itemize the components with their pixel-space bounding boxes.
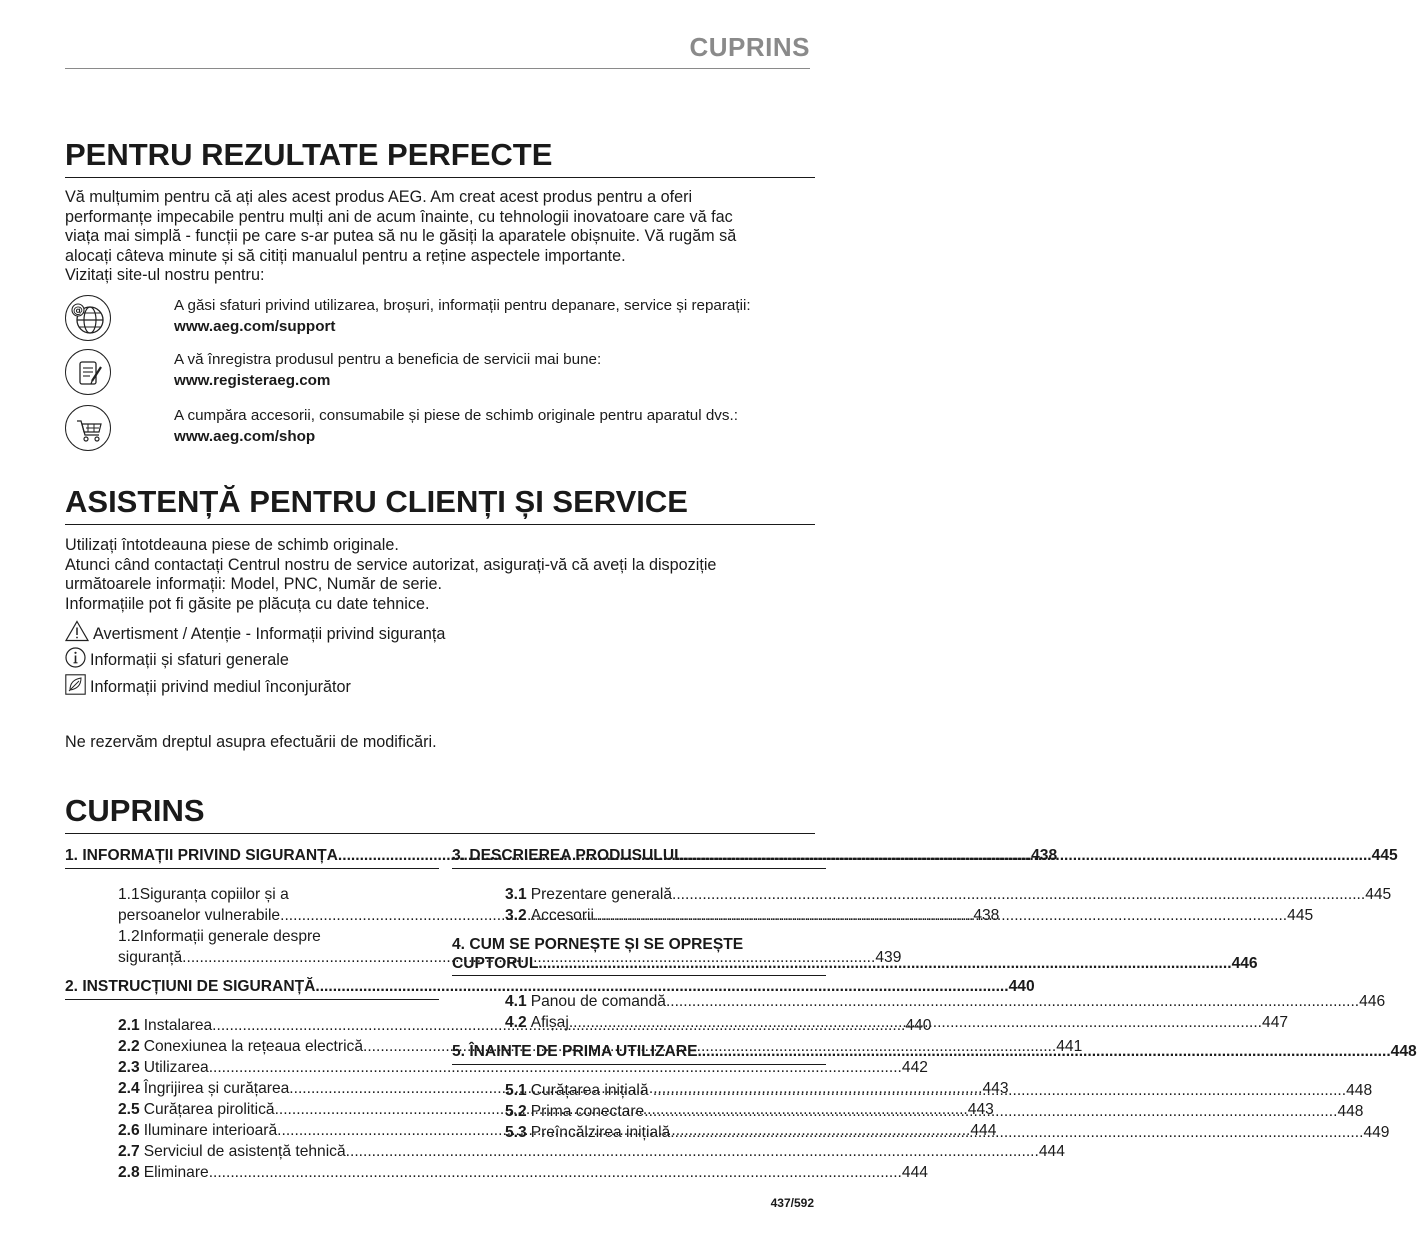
- intro-line: Vizitați site-ul nostru pentru:: [65, 266, 265, 285]
- toc-leader: [697, 1041, 1390, 1062]
- service-line: Utilizați întotdeauna piese de schimb originale.: [65, 536, 399, 554]
- intro-paragraph: [65, 188, 825, 286]
- toc-page: 446: [1231, 955, 1258, 972]
- legend-environment: [65, 674, 351, 700]
- toc-item-page: 445: [1287, 907, 1314, 924]
- toc-item-title: Conexiunea la rețeaua electrică: [143, 1038, 364, 1055]
- service-paragraph: [65, 536, 825, 614]
- toc-item[interactable]: [118, 1141, 1065, 1162]
- toc-item-title-cont: siguranță: [118, 949, 183, 966]
- toc-section-2[interactable]: [65, 976, 1035, 1000]
- toc-item-page: 444: [1038, 1143, 1065, 1160]
- toc-item-page: 443: [967, 1101, 994, 1118]
- service-heading: ASISTENȚĂ PENTRU CLIENȚI ȘI SERVICE: [65, 484, 815, 525]
- toc-item-title: Siguranța copiilor și a: [139, 886, 289, 903]
- toc-item-number: 2.7: [118, 1143, 140, 1160]
- globe-support-icon: [65, 295, 111, 341]
- toc-item-page: 442: [901, 1059, 928, 1076]
- toc-item-page: 449: [1363, 1124, 1390, 1141]
- warning-triangle-icon: [65, 620, 89, 647]
- toc-item-number: 2.2: [118, 1038, 140, 1055]
- toc-item-page: 438: [973, 907, 1000, 924]
- toc-item-number: 3.1: [505, 886, 527, 903]
- toc-item-title: Curățarea pirolitică: [143, 1101, 275, 1118]
- register-link[interactable]: www.registeraeg.com: [174, 372, 331, 389]
- toc-item-title-cont: persoanelor vulnerabile: [118, 907, 281, 924]
- toc-item[interactable]: [505, 884, 1392, 905]
- toc-item-title: Accesorii: [530, 907, 594, 924]
- register-link-row: [65, 349, 825, 401]
- toc-item-page: 445: [1365, 886, 1392, 903]
- toc-item-title: Iluminare interioară: [143, 1122, 278, 1139]
- register-link-description: A vă înregistra produsul pentru a beneficia de servicii mai bune:: [174, 351, 602, 368]
- toc-page: 445: [1371, 847, 1398, 864]
- toc-item-number: 3.2: [505, 907, 527, 924]
- intro-line: viața mai simplă - funcții pe care s-ar putea să nu le găsiți la aparatele obișnuite. Vă rugăm să: [65, 227, 737, 246]
- toc-item-title: Utilizarea: [143, 1059, 209, 1076]
- toc-page: 438: [1031, 847, 1058, 864]
- toc-item-page: 440: [905, 1017, 932, 1034]
- toc-item-page: 448: [1346, 1082, 1373, 1099]
- reservation-note: Ne rezervăm dreptul asupra efectuării de modificări.: [65, 733, 437, 751]
- toc-section-title: 5. ÎNAINTE DE PRIMA UTILIZARE: [452, 1043, 698, 1060]
- header-title: CUPRINS: [689, 32, 810, 62]
- support-link-description: A găsi sfaturi privind utilizarea, broșuri, informații pentru depanare, service și reparații:: [174, 297, 751, 314]
- toc-item-title: Eliminare: [143, 1164, 209, 1181]
- toc-item-page: 443: [982, 1080, 1009, 1097]
- page-header: [65, 30, 810, 69]
- toc-item-title: Afișaj: [530, 1014, 569, 1031]
- service-line: următoarele informații: Model, PNC, Număr de serie.: [65, 575, 442, 594]
- legend-environment-text: Informații privind mediul înconjurător: [90, 678, 351, 696]
- support-link[interactable]: www.aeg.com/support: [174, 318, 336, 335]
- toc-item-title: Instalarea: [143, 1017, 213, 1034]
- toc-section-title: 3. DESCRIEREA PRODUSULUI: [452, 847, 679, 864]
- toc-item-number: 2.3: [118, 1059, 140, 1076]
- registration-form-icon: [65, 349, 111, 395]
- support-link-row: [65, 295, 825, 347]
- toc-section-title: 4. CUM SE PORNEȘTE ȘI SE OPREȘTE: [452, 936, 744, 953]
- intro-line: alocați câteva minute și să citiți manualul pentru a reține aspectele importante.: [65, 246, 626, 265]
- service-line: Atunci când contactați Centrul nostru de service autorizat, asigurați-vă că aveți la dispoziție: [65, 555, 717, 574]
- toc-item-number: 4.1: [505, 993, 527, 1010]
- toc-item-title: Prezentare generală: [530, 886, 672, 903]
- toc-section-title: 2. INSTRUCȚIUNI DE SIGURANȚĂ: [65, 978, 316, 995]
- toc-item-number: 2.4: [118, 1080, 140, 1097]
- toc-item-title: Informații generale despre: [139, 928, 321, 945]
- toc-item-title: Îngrijirea și curățarea: [143, 1080, 290, 1097]
- legend-info: [65, 647, 289, 673]
- toc-item-number: 1.1: [118, 886, 140, 903]
- toc-item-title: Serviciul de asistență tehnică: [143, 1143, 346, 1160]
- toc-item-page: 441: [1056, 1038, 1083, 1055]
- intro-heading: PENTRU REZULTATE PERFECTE: [65, 137, 815, 178]
- toc-section-title: 1. INFORMAȚII PRIVIND SIGURANȚA: [65, 847, 338, 864]
- intro-line: performanțe impecabile pentru mulți ani de acum înainte, cu tehnologii inovatoare care vă fac: [65, 207, 733, 226]
- toc-item-number: 2.1: [118, 1017, 140, 1034]
- legend-info-text: Informații și sfaturi generale: [90, 651, 289, 669]
- toc-item-title: Curățarea inițială: [530, 1082, 653, 1099]
- toc-item-page: 439: [875, 949, 902, 966]
- service-line: Informațiile pot fi găsite pe plăcuța cu date tehnice.: [65, 594, 430, 613]
- legend-warning-text: Avertisment / Atenție - Informații privind siguranța: [93, 625, 446, 643]
- toc-item-page: 444: [970, 1122, 997, 1139]
- toc-item-title: Panou de comandă: [530, 993, 666, 1010]
- toc-item-page: 446: [1359, 993, 1386, 1010]
- toc-leader: [678, 845, 1371, 866]
- toc-item-number: 1.2: [118, 928, 140, 945]
- toc-item[interactable]: [118, 1162, 928, 1183]
- toc-heading: CUPRINS: [65, 793, 815, 834]
- environment-leaf-icon: [65, 674, 86, 700]
- toc-section-title-cont: CUPTORUL: [452, 955, 539, 972]
- page-number: 437/592: [770, 1196, 814, 1210]
- svg-text:@: @: [73, 305, 83, 317]
- toc-item[interactable]: [118, 1057, 928, 1078]
- toc-item-number: 2.6: [118, 1122, 140, 1139]
- shop-link[interactable]: www.aeg.com/shop: [174, 428, 316, 445]
- toc-item-page: 448: [1337, 1103, 1364, 1120]
- legend-warning: [65, 620, 445, 647]
- info-circle-icon: [65, 647, 86, 673]
- shop-link-description: A cumpăra accesorii, consumabile și piese de schimb originale pentru aparatul dvs.:: [174, 407, 738, 424]
- toc-item-number: 2.5: [118, 1101, 140, 1118]
- toc-page: 440: [1008, 978, 1035, 995]
- toc-item-number: 5.1: [505, 1082, 527, 1099]
- toc-item-title: Prima conectare: [530, 1103, 645, 1120]
- toc-item-page: 444: [901, 1164, 928, 1181]
- shopping-cart-icon: [65, 405, 111, 451]
- toc-item-number: 5.3: [505, 1124, 527, 1141]
- toc-item-number: 4.2: [505, 1014, 527, 1031]
- shop-link-row: [65, 405, 825, 457]
- toc-page: 448: [1390, 1043, 1417, 1060]
- intro-line: Vă mulțumim pentru că ați ales acest produs AEG. Am creat acest produs pentru a oferi: [65, 188, 693, 206]
- toc-item-title: Preîncălzirea inițială: [530, 1124, 671, 1141]
- toc-item-page: 447: [1262, 1014, 1289, 1031]
- toc-item-number: 5.2: [505, 1103, 527, 1120]
- toc-item-number: 2.8: [118, 1164, 140, 1181]
- toc-item[interactable]: [505, 991, 1386, 1012]
